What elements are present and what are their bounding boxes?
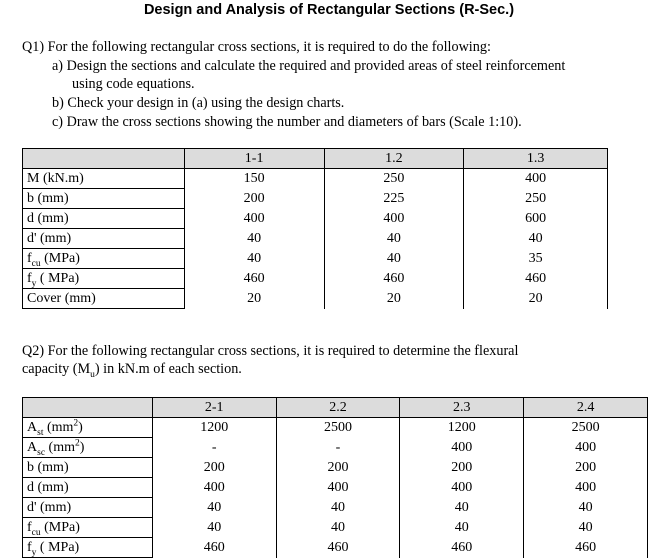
cell: 20 — [184, 289, 324, 309]
table-row — [23, 518, 648, 538]
row-label: M (kN.m) — [23, 169, 185, 189]
cell: - — [276, 438, 400, 458]
cell: 2500 — [524, 418, 648, 438]
table-row — [23, 269, 608, 289]
cell: 40 — [184, 229, 324, 249]
cell: 200 — [184, 189, 324, 209]
cell: 35 — [464, 249, 608, 269]
cell: 2500 — [276, 418, 400, 438]
cell: 460 — [276, 538, 400, 558]
q1-header-col: 1-1 — [184, 149, 324, 169]
cell: 1200 — [400, 418, 524, 438]
row-label: $f_{cu}$ (MPa) — [23, 249, 185, 269]
cell: 1200 — [152, 418, 276, 438]
row-label: b (mm) — [23, 189, 185, 209]
cell: 200 — [400, 458, 524, 478]
cell: 460 — [524, 538, 648, 558]
cell: 40 — [400, 518, 524, 538]
cell: 460 — [464, 269, 608, 289]
table-row — [23, 169, 608, 189]
row-label: b (mm) — [23, 458, 153, 478]
q1-header-blank — [23, 149, 185, 169]
cell: 150 — [184, 169, 324, 189]
cell: - — [152, 438, 276, 458]
cell: 40 — [464, 229, 608, 249]
table-row — [23, 418, 648, 438]
row-label: $f_y$ ( MPa) — [23, 538, 153, 558]
q1-table — [22, 148, 608, 309]
table-row — [23, 498, 648, 518]
cell: 460 — [400, 538, 524, 558]
cell: 460 — [184, 269, 324, 289]
cell: 40 — [324, 249, 464, 269]
cell: 400 — [324, 209, 464, 229]
cell: 40 — [524, 498, 648, 518]
cell: 460 — [324, 269, 464, 289]
cell: 250 — [324, 169, 464, 189]
cell: 200 — [524, 458, 648, 478]
q2-line2: capacity $(M_u)$ in kN.m of each section. — [22, 361, 242, 380]
q1-header-col: 1.2 — [324, 149, 464, 169]
table-row — [23, 209, 608, 229]
row-label: $A_{st}$ $(mm^2)$ — [23, 418, 153, 438]
q1-item-a-line2: using code equations. — [72, 76, 195, 92]
row-label: $A_{sc}$ $(mm^2)$ — [23, 438, 153, 458]
cell: 400 — [464, 169, 608, 189]
cell: 40 — [400, 498, 524, 518]
cell: 40 — [184, 249, 324, 269]
cell: 40 — [324, 229, 464, 249]
q2-table — [22, 397, 648, 558]
table-row — [23, 229, 608, 249]
q1-intro: Q1) For the following rectangular cross sections, it is required to do the following: — [22, 39, 491, 55]
table-row — [23, 249, 608, 269]
row-label: d' (mm) — [23, 229, 185, 249]
cell: 20 — [324, 289, 464, 309]
q1-table-header-row — [23, 149, 608, 169]
table-row — [23, 438, 648, 458]
q1-item-a-line1: a) Design the sections and calculate the required and provided areas of steel reinforcement — [52, 58, 566, 74]
cell: 40 — [524, 518, 648, 538]
table-row — [23, 189, 608, 209]
table-row — [23, 289, 608, 309]
q2-table-header-row — [23, 398, 648, 418]
q2-header-blank — [23, 398, 153, 418]
q2-header-col: 2.4 — [524, 398, 648, 418]
cell: 400 — [400, 478, 524, 498]
cell: 40 — [152, 518, 276, 538]
table-row — [23, 458, 648, 478]
table-row — [23, 478, 648, 498]
cell: 20 — [464, 289, 608, 309]
page-title: Design and Analysis of Rectangular Sections (R-Sec.) — [143, 2, 515, 18]
q1-item-c: c) Draw the cross sections showing the number and diameters of bars (Scale 1:10). — [52, 114, 522, 130]
q2-header-col: 2-1 — [152, 398, 276, 418]
cell: 200 — [276, 458, 400, 478]
row-label: d (mm) — [23, 209, 185, 229]
cell: 400 — [524, 478, 648, 498]
cell: 400 — [524, 438, 648, 458]
table-row — [23, 538, 648, 558]
cell: 400 — [276, 478, 400, 498]
cell: 460 — [152, 538, 276, 558]
row-label: Cover (mm) — [23, 289, 185, 309]
cell: 200 — [152, 458, 276, 478]
cell: 400 — [152, 478, 276, 498]
cell: 250 — [464, 189, 608, 209]
q2-header-col: 2.3 — [400, 398, 524, 418]
row-label: $f_{cu}$ (MPa) — [23, 518, 153, 538]
row-label: d' (mm) — [23, 498, 153, 518]
cell: 40 — [152, 498, 276, 518]
row-label: $f_y$ ( MPa) — [23, 269, 185, 289]
cell: 40 — [276, 518, 400, 538]
cell: 400 — [184, 209, 324, 229]
cell: 600 — [464, 209, 608, 229]
q1-item-b: b) Check your design in (a) using the design charts. — [52, 95, 345, 111]
cell: 400 — [400, 438, 524, 458]
cell: 225 — [324, 189, 464, 209]
q1-header-col: 1.3 — [464, 149, 608, 169]
q2-line1: Q2) For the following rectangular cross sections, it is required to determine the flexural — [22, 343, 519, 359]
cell: 40 — [276, 498, 400, 518]
q2-header-col: 2.2 — [276, 398, 400, 418]
row-label: d (mm) — [23, 478, 153, 498]
